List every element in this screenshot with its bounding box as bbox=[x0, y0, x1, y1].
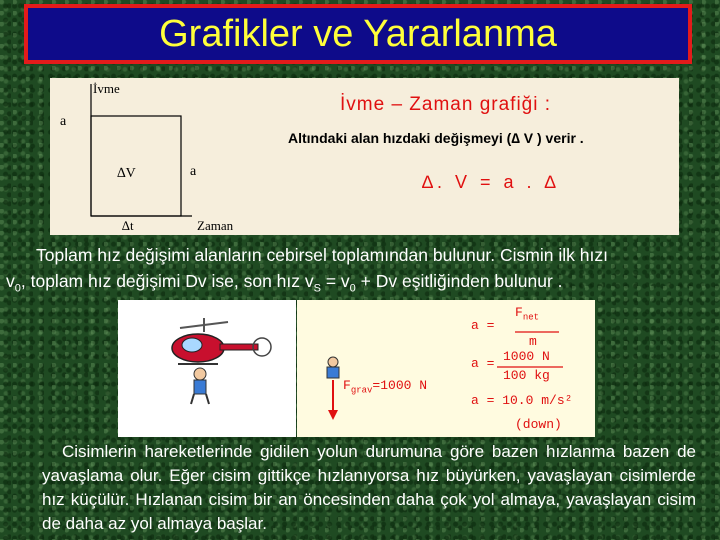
force-numerator: 1000 N bbox=[503, 349, 550, 364]
paragraph-velocity: Toplam hız değişimi alanların cebirsel toplamından bulunur. Cismin ilk hızı $v_0$, toplam hız değişimi Dv ise, son hız $v_S = v_0 + Dv$ eşitliğinden bulunur . bbox=[6, 245, 608, 295]
delta-icon: ∆ bbox=[511, 130, 520, 146]
graph-heading: İvme – Zaman grafiği : bbox=[340, 94, 552, 115]
fgrav-label: $F_{grav}=1000$ N bbox=[343, 378, 428, 396]
mass-label: m bbox=[529, 334, 537, 349]
accel-result: a = 10.0 m/s² bbox=[471, 393, 573, 408]
helicopter-icon bbox=[118, 300, 296, 437]
mass-denominator: 100 kg bbox=[503, 368, 550, 383]
delta-icon: ∆ bbox=[117, 166, 126, 181]
graph-panel bbox=[50, 78, 679, 235]
area-formula: ∆. V = a . ∆ bbox=[422, 172, 560, 192]
direction-label: (down) bbox=[515, 417, 562, 432]
force-calculation-panel bbox=[297, 300, 595, 437]
delta-icon: ∆ bbox=[122, 218, 130, 233]
delta-t-label: ∆t bbox=[122, 218, 134, 233]
person-icon bbox=[328, 357, 338, 367]
a-axis-tick: a bbox=[60, 114, 67, 129]
page-title: Grafikler ve Yararlanma bbox=[159, 12, 557, 55]
x-axis-label: Zaman bbox=[197, 218, 234, 233]
a-side-label: a bbox=[190, 164, 197, 179]
y-axis-label: İvme bbox=[93, 81, 120, 96]
accel-label-1: a = bbox=[471, 318, 495, 333]
fnet-label: $F_{net}$ bbox=[515, 305, 540, 323]
delta-v-label: ∆V bbox=[117, 166, 136, 181]
helicopter-illustration bbox=[118, 300, 296, 437]
delta-icon: ∆ bbox=[422, 172, 438, 192]
area-rectangle bbox=[91, 116, 181, 216]
title-banner bbox=[24, 4, 692, 64]
paragraph-acceleration: Cisimlerin hareketlerinde gidilen yolun durumuna göre bazen hızlanma bazen de yavaşlama olur. Eğer cisim gittikçe hızlanıyorsa hız büyürken, yavaşlayan cisimlerde hız küçülür. Hızlanan cisim bir an öncesinden daha çok yol almaya, yavaşlayan cisim de daha az yol almaya başlar. bbox=[42, 442, 697, 533]
graph-description: Altındaki alan hızdaki değişmeyi (∆ V ) verir . bbox=[288, 130, 584, 146]
accel-label-2: a = bbox=[471, 356, 495, 371]
delta-icon: ∆ bbox=[544, 172, 560, 192]
